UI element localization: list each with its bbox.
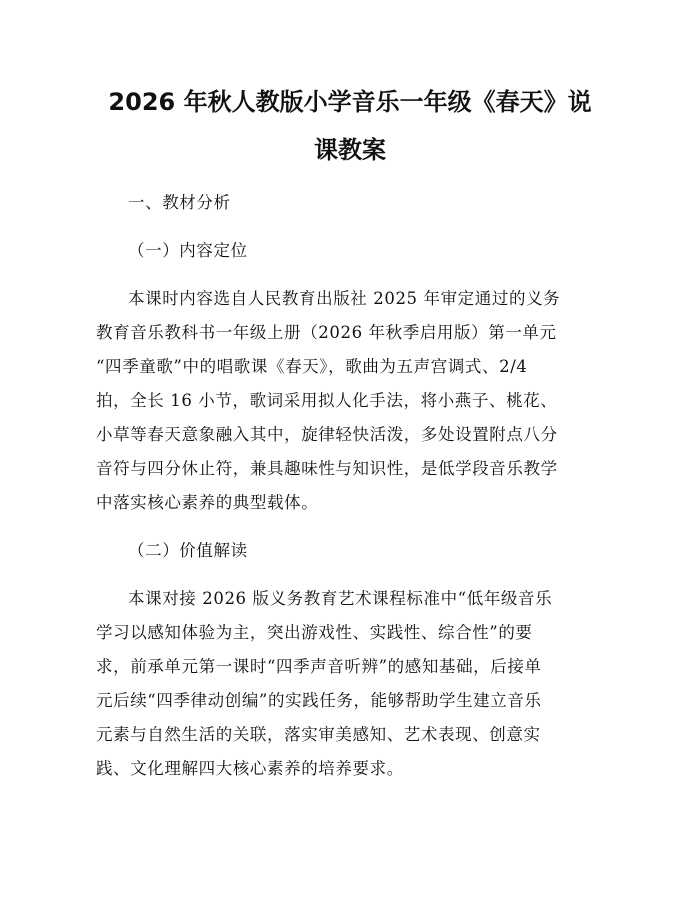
paragraph-2-line-5: 元素与自然生活的关联，落实审美感知、艺术表现、创意实 — [96, 725, 541, 744]
paragraph-1-line-4: 拍，全长 16 小节，歌词采用拟人化手法，将小燕子、桃花、 — [96, 391, 558, 410]
paragraph-1-line-7: 中落实核心素养的典型载体。 — [96, 493, 319, 512]
paragraph-2-line-4: 元后续“四季律动创编”的实践任务，能够帮助学生建立音乐 — [96, 691, 542, 710]
paragraph-2-line-6: 践、文化理解四大核心素养的培养要求。 — [96, 759, 404, 778]
paragraph-2-line-3: 求，前承单元第一课时“四季声音听辨”的感知基础，后接单 — [96, 657, 542, 676]
paragraph-2-line-1: 本课对接 2026 版义务教育艺术课程标准中“低年级音乐 — [128, 589, 553, 608]
document-title-line-2: 课教案 — [314, 136, 386, 164]
subsection-heading-value-interpretation: （二）价值解读 — [128, 541, 248, 560]
paragraph-1-line-5: 小草等春天意象融入其中，旋律轻快活泼，多处设置附点八分 — [96, 425, 558, 444]
subsection-heading-content-positioning: （一）内容定位 — [128, 241, 248, 260]
paragraph-1-line-2: 教育音乐教科书一年级上册（2026 年秋季启用版）第一单元 — [96, 323, 557, 342]
document-title-line-1: 2026 年秋人教版小学音乐一年级《春天》说 — [108, 88, 592, 116]
paragraph-2-line-2: 学习以感知体验为主，突出游戏性、实践性、综合性”的要 — [96, 623, 533, 642]
paragraph-1-line-6: 音符与四分休止符，兼具趣味性与知识性，是低学段音乐教学 — [96, 459, 558, 478]
paragraph-1-line-3: “四季童歌”中的唱歌课《春天》，歌曲为五声宫调式、2/4 — [96, 357, 528, 376]
section-heading-textbook-analysis: 一、教材分析 — [128, 193, 231, 212]
paragraph-1-line-1: 本课时内容选自人民教育出版社 2025 年审定通过的义务 — [128, 289, 561, 308]
